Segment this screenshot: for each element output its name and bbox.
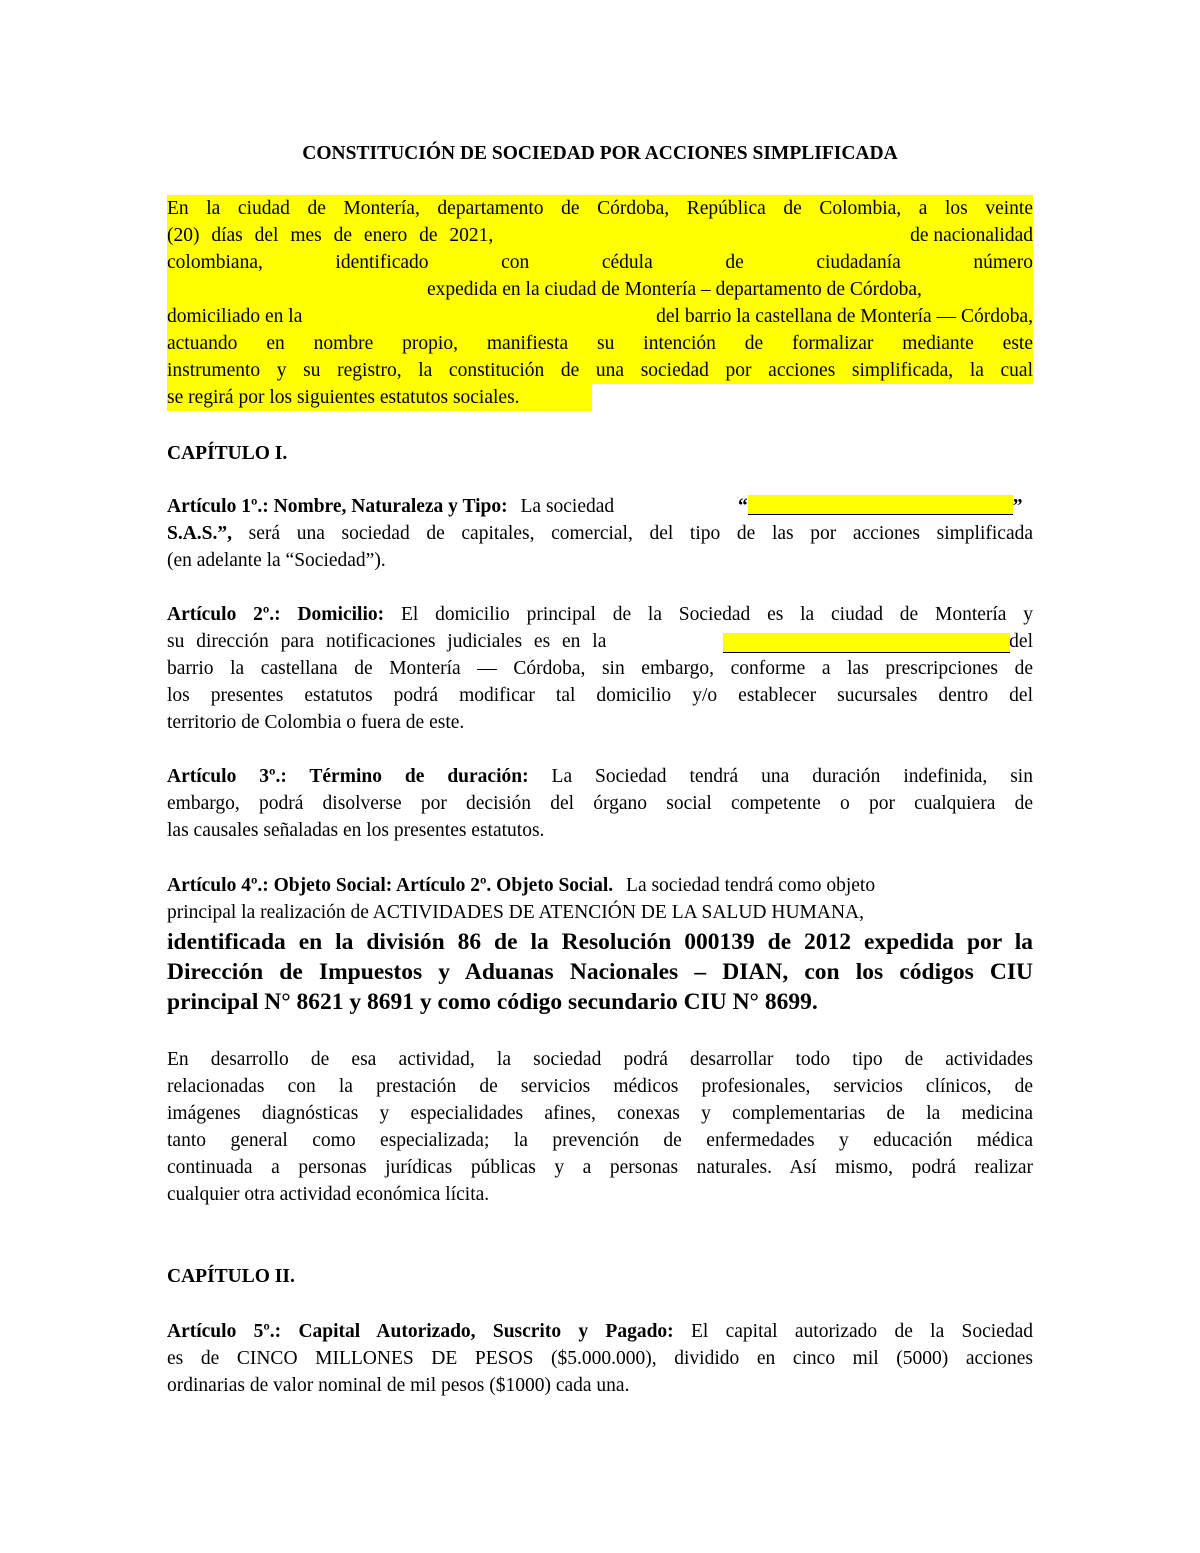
intro-line-5a: domiciliado en la bbox=[167, 306, 303, 327]
sas-label: S.A.S.”, bbox=[167, 523, 233, 544]
article-4-label: Artículo 4º.: Objeto Social: Artículo 2º. Objeto Social. bbox=[167, 875, 614, 896]
intro-word: colombiana, bbox=[167, 252, 263, 273]
close-quote: ” bbox=[1012, 496, 1023, 517]
intro-word: ciudadanía bbox=[816, 252, 901, 273]
article-1-line-3: (en adelante la “Sociedad”). bbox=[167, 550, 386, 571]
article-3-line-3: las causales señaladas en los presentes estatutos. bbox=[167, 820, 545, 841]
intro-line-2a: (20) días del mes de enero de 2021, bbox=[167, 225, 494, 246]
article-5-line-2: es de CINCO MILLONES DE PESOS ($5.000.000), dividido en cinco mil (5000) acciones bbox=[167, 1348, 1033, 1369]
article-5-line-3: ordinarias de valor nominal de mil pesos ($1000) cada una. bbox=[167, 1375, 630, 1396]
intro-word: identificado bbox=[335, 252, 429, 273]
article-3-line-2: embargo, podrá disolverse por decisión del órgano social competente o por cualquiera de bbox=[167, 793, 1033, 814]
article-2-line-1-text: El domicilio principal de la Sociedad es la ciudad de Montería y bbox=[400, 604, 1034, 625]
article-3-label: Artículo 3º.: Término de duración: bbox=[167, 766, 529, 787]
article-3-line-1-text: La Sociedad tendrá una duración indefinida, sin bbox=[551, 766, 1033, 787]
article-4-para-line-3: imágenes diagnósticas y especialidades afines, conexas y complementarias de la medicina bbox=[167, 1103, 1033, 1124]
article-2-line-3: barrio la castellana de Montería — Córdoba, sin embargo, conforme a las prescripciones de bbox=[167, 658, 1033, 679]
address-blank-underline bbox=[723, 633, 1010, 653]
article-5-label: Artículo 5º.: Capital Autorizado, Suscrito y Pagado: bbox=[167, 1321, 674, 1342]
article-5-line-1-text: El capital autorizado de la Sociedad bbox=[690, 1321, 1033, 1342]
article-2-line-5: territorio de Colombia o fuera de este. bbox=[167, 712, 465, 733]
intro-line-8: se regirá por los siguientes estatutos sociales. bbox=[167, 387, 520, 408]
article-4-para-line-5: continuada a personas jurídicas públicas y a personas naturales. Así mismo, podrá realizar bbox=[167, 1157, 1033, 1178]
article-4-line-1 bbox=[167, 872, 1033, 899]
article-4-para-line-2: relacionadas con la prestación de servicios médicos profesionales, servicios clínicos, de bbox=[167, 1076, 1033, 1097]
article-4-bold-line-3: principal N° 8621 y 8691 y como código secundario CIU N° 8699. bbox=[167, 989, 818, 1015]
article-5-line-1 bbox=[167, 1318, 1033, 1345]
article-1-label: Artículo 1º.: Nombre, Naturaleza y Tipo: bbox=[167, 496, 508, 517]
intro-word: de bbox=[725, 252, 744, 273]
chapter-1-heading: CAPÍTULO I. bbox=[167, 443, 288, 464]
article-2-line-1 bbox=[167, 601, 1033, 628]
article-1-text: La sociedad bbox=[520, 496, 615, 517]
intro-line-3 bbox=[167, 249, 1033, 276]
article-1-line-2 bbox=[167, 520, 1033, 547]
intro-line-5b: del barrio la castellana de Montería — Córdoba, bbox=[656, 306, 1033, 327]
intro-line-2 bbox=[167, 222, 1033, 249]
company-name-field bbox=[738, 493, 1023, 520]
intro-line-7: instrumento y su registro, la constitución de una sociedad por acciones simplificada, la cual bbox=[167, 360, 1033, 381]
article-3-line-1 bbox=[167, 763, 1033, 790]
article-4-bold-line-1: identificada en la división 86 de la Resolución 000139 de 2012 expedida por la bbox=[167, 929, 1033, 955]
blank-underline bbox=[748, 495, 1013, 515]
intro-line-4: expedida en la ciudad de Montería – departamento de Córdoba, bbox=[427, 279, 922, 300]
intro-word: cédula bbox=[601, 252, 653, 273]
article-4-bold-line-2: Dirección de Impuestos y Aduanas Nacionales – DIAN, con los códigos CIU bbox=[167, 959, 1033, 985]
article-2-line-4: los presentes estatutos podrá modificar tal domicilio y/o establecer sucursales dentro del bbox=[167, 685, 1033, 706]
article-2-line-2-end: del bbox=[1009, 631, 1033, 652]
article-4-line-1-text: La sociedad tendrá como objeto bbox=[626, 875, 876, 896]
article-1-line-2-text: será una sociedad de capitales, comercial, del tipo de las por acciones simplificada bbox=[248, 523, 1034, 544]
intro-line-5 bbox=[167, 303, 1033, 330]
intro-word: con bbox=[501, 252, 530, 273]
article-4-para-line-1: En desarrollo de esa actividad, la sociedad podrá desarrollar todo tipo de actividades bbox=[167, 1049, 1033, 1070]
document-title: CONSTITUCIÓN DE SOCIEDAD POR ACCIONES SIMPLIFICADA bbox=[302, 143, 898, 164]
intro-line-2b: de nacionalidad bbox=[910, 225, 1033, 246]
article-1-line-1 bbox=[167, 493, 1033, 520]
article-2-label: Artículo 2º.: Domicilio: bbox=[167, 604, 385, 625]
article-2-line-2 bbox=[167, 628, 1033, 655]
chapter-2-heading: CAPÍTULO II. bbox=[167, 1266, 295, 1287]
article-4-para-line-6: cualquier otra actividad económica lícita. bbox=[167, 1184, 490, 1205]
article-2-line-2-text: su dirección para notificaciones judiciales es en la bbox=[167, 631, 607, 652]
open-quote: “ bbox=[738, 496, 748, 517]
intro-line-1: En la ciudad de Montería, departamento de Córdoba, República de Colombia, a los veinte bbox=[167, 198, 1033, 219]
intro-line-6: actuando en nombre propio, manifiesta su intención de formalizar mediante este bbox=[167, 333, 1033, 354]
article-4-para-line-4: tanto general como especializada; la prevención de enfermedades y educación médica bbox=[167, 1130, 1033, 1151]
intro-word: número bbox=[973, 252, 1033, 273]
article-4-line-2: principal la realización de ACTIVIDADES DE ATENCIÓN DE LA SALUD HUMANA, bbox=[167, 902, 865, 923]
